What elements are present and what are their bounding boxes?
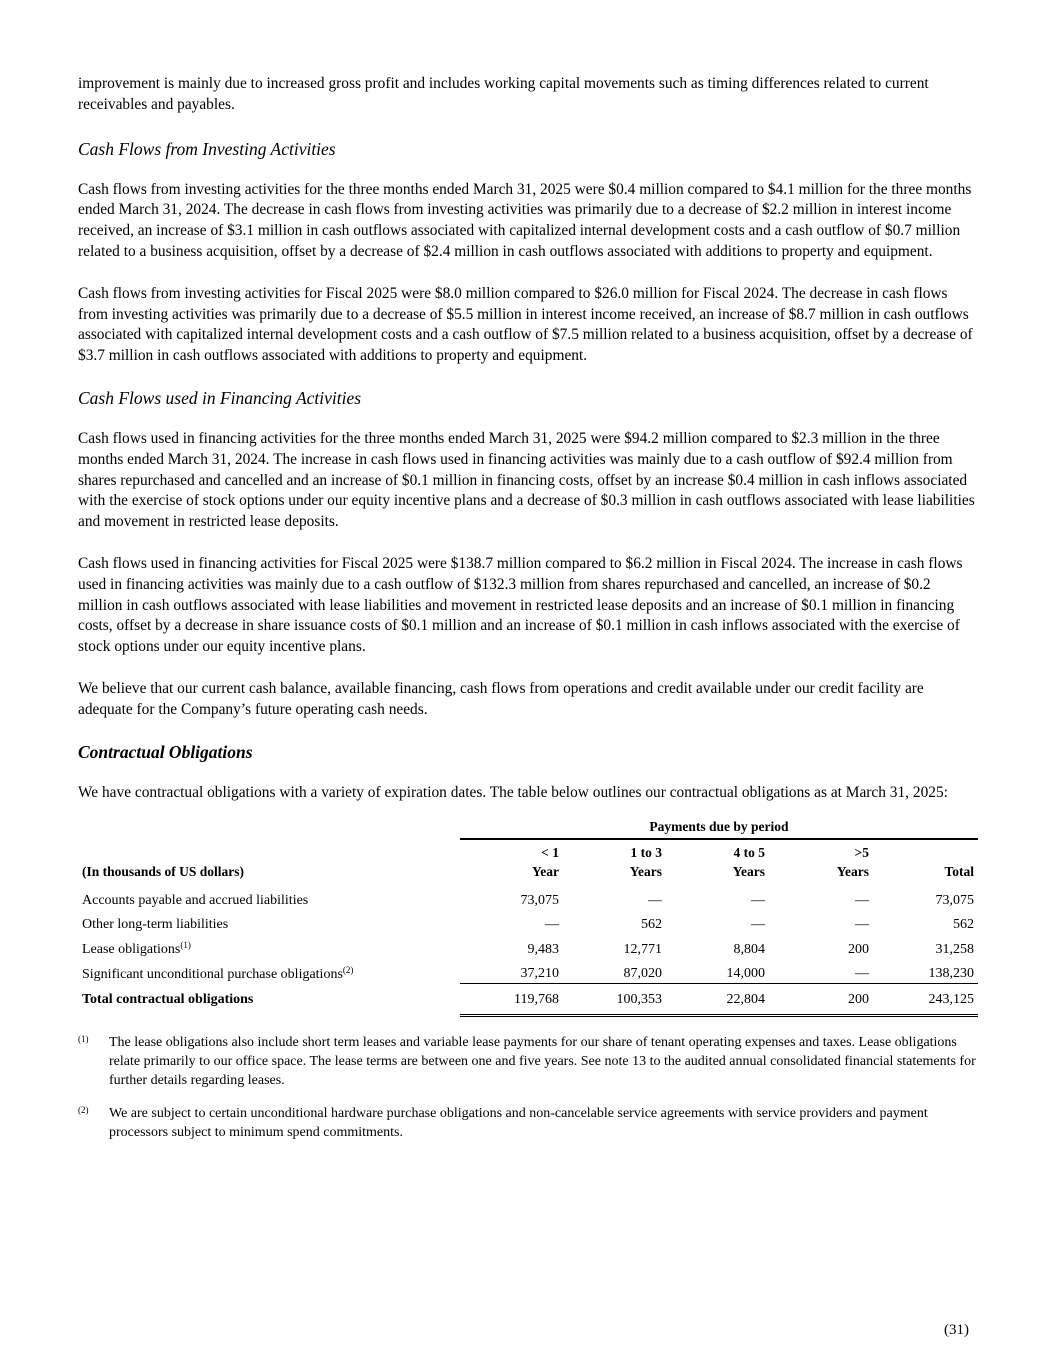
- investing-fiscal-paragraph: Cash flows from investing activities for Fiscal 2025 were $8.0 million compared to $26.0 million for Fiscal 2024. The decrease in cash flows from investing activities was primarily due to a decrease of $5.5 million in interest income received, an increase of $8.7 million in cash outflows associated with capitalized internal development costs and a cash outflow of $7.5 million related to a business acquisition, offset by a decrease of $3.7 million in cash outflows associated with additions to property and equipment.: [78, 284, 973, 365]
- total-label: Total contractual obligations: [82, 992, 254, 1008]
- footnote-text: The lease obligations also include short term leases and variable lease payments for our share of tenant operating expenses and taxes. Lease obligations relate primarily to our office space. The lease terms are between one and five years. See note 13 to the audited annual consolidated financial statements for further details regarding leases.: [109, 1035, 976, 1089]
- table-row: [78, 934, 978, 959]
- cell-value: 14,000: [666, 959, 769, 984]
- cell-value: —: [648, 892, 662, 908]
- cell-value: 562: [641, 917, 662, 933]
- financing-quarter-paragraph: Cash flows used in financing activities for the three months ended March 31, 2025 were $94.2 million compared to $2.3 million in the three months ended March 31, 2024. The increase in cash flows used in financing activities was mainly due to a cash outflow of $92.4 million from shares repurchased and cancelled and an increase of $0.1 million in financing costs, offset by an increase $0.4 million in cash inflows associated with the exercise of stock options under our equity incentive plans and a decrease of $0.3 million in cash outflows associated with lease liabilities and movement in restricted lease deposits.: [78, 429, 975, 531]
- table-row: [78, 885, 978, 910]
- units-label: (In thousands of US dollars): [82, 864, 245, 880]
- footnote-mark: (1): [78, 1034, 89, 1045]
- table-row: [78, 959, 978, 984]
- contractual-intro-paragraph: We have contractual obligations with a variety of expiration dates. The table below outlines our contractual obligations as at March 31, 2025:: [78, 783, 948, 801]
- cell-value: —: [855, 917, 869, 933]
- page-number: (31): [944, 1322, 969, 1338]
- cell-value: 9,483: [527, 941, 559, 957]
- total-row: [78, 984, 978, 1016]
- total-value: 243,125: [873, 984, 978, 1016]
- cell-value: —: [545, 917, 559, 933]
- row-label: Lease obligations$^{(1)}$: [82, 939, 191, 957]
- footnote-mark: (2): [78, 1105, 89, 1116]
- column-header: Total: [944, 863, 974, 879]
- cell-value: 8,804: [733, 941, 765, 957]
- footnote-text: We are subject to certain unconditional hardware purchase obligations and non-cancelable service agreements with service providers and payment processors subject to minimum spend commitments.: [109, 1106, 928, 1141]
- cell-value: 31,258: [935, 941, 974, 957]
- cell-value: 562: [953, 917, 974, 933]
- belief-paragraph: We believe that our current cash balance, available financing, cash flows from operations and credit available under our credit facility are adequate for the Company’s future operating cash needs.: [78, 679, 924, 718]
- total-value: 22,804: [666, 984, 769, 1016]
- row-label: Accounts payable and accrued liabilities: [82, 892, 309, 908]
- cell-value: 12,771: [623, 941, 662, 957]
- footnote-2: [78, 1104, 978, 1142]
- total-value: 100,353: [563, 984, 666, 1016]
- cell-value: 138,230: [873, 959, 978, 984]
- contractual-obligations-table: [78, 817, 978, 1017]
- cell-value: 200: [848, 941, 869, 957]
- footnote-1: [78, 1033, 978, 1090]
- cell-value: 87,020: [563, 959, 666, 984]
- payments-due-header: Payments due by period: [460, 817, 978, 839]
- intro-paragraph: improvement is mainly due to increased gross profit and includes working capital movements such as timing differences related to current receivables and payables.: [78, 75, 929, 113]
- cell-value: —: [769, 959, 873, 984]
- cell-value: —: [751, 892, 765, 908]
- cell-value: —: [855, 892, 869, 908]
- cell-value: 37,210: [460, 959, 563, 984]
- column-header: < 1 Year: [532, 845, 559, 879]
- cell-value: —: [751, 917, 765, 933]
- investing-heading: Cash Flows from Investing Activities: [78, 138, 336, 159]
- financing-heading: Cash Flows used in Financing Activities: [78, 387, 362, 408]
- investing-quarter-paragraph: Cash flows from investing activities for the three months ended March 31, 2025 were $0.4 million compared to $4.1 million for the three months ended March 31, 2024. The decrease in cash flows from investing activities was primarily due to a decrease of $2.2 million in interest income received, an increase of $3.1 million in cash outflows associated with capitalized internal development costs and a cash outflow of $0.7 million related to a business acquisition, offset by a decrease of $2.4 million in cash outflows associated with additions to property and equipment.: [78, 180, 972, 260]
- financing-fiscal-paragraph: Cash flows used in financing activities for Fiscal 2025 were $138.7 million compared to $6.2 million in Fiscal 2024. The increase in cash flows used in financing activities was mainly due to a cash outflow of $132.3 million from shares repurchased and cancelled, an increase of $0.2 million in cash outflows associated with lease liabilities and movement in restricted lease deposits and an increase of $0.1 million in financing costs, offset by a decrease in share issuance costs of $0.1 million and an increase of $0.1 million in cash inflows associated with the exercise of stock options under our equity incentive plans.: [78, 554, 963, 656]
- column-header: >5 Years: [836, 845, 869, 879]
- cell-value: 73,075: [935, 892, 974, 908]
- footnote-ref: (2): [342, 964, 354, 975]
- row-label: Significant unconditional purchase obligations$^{(2)}$: [82, 964, 354, 982]
- row-label: Other long-term liabilities: [82, 917, 229, 933]
- table-row: [78, 910, 978, 935]
- total-value: 119,768: [460, 984, 563, 1016]
- footnote-ref: (1): [180, 939, 191, 950]
- column-header: 1 to 3 Years: [629, 845, 662, 879]
- contractual-heading: Contractual Obligations: [78, 741, 253, 762]
- cell-value: 73,075: [520, 892, 559, 908]
- total-value: 200: [769, 984, 873, 1016]
- document-page: [78, 74, 978, 1142]
- column-header: 4 to 5 Years: [732, 845, 765, 879]
